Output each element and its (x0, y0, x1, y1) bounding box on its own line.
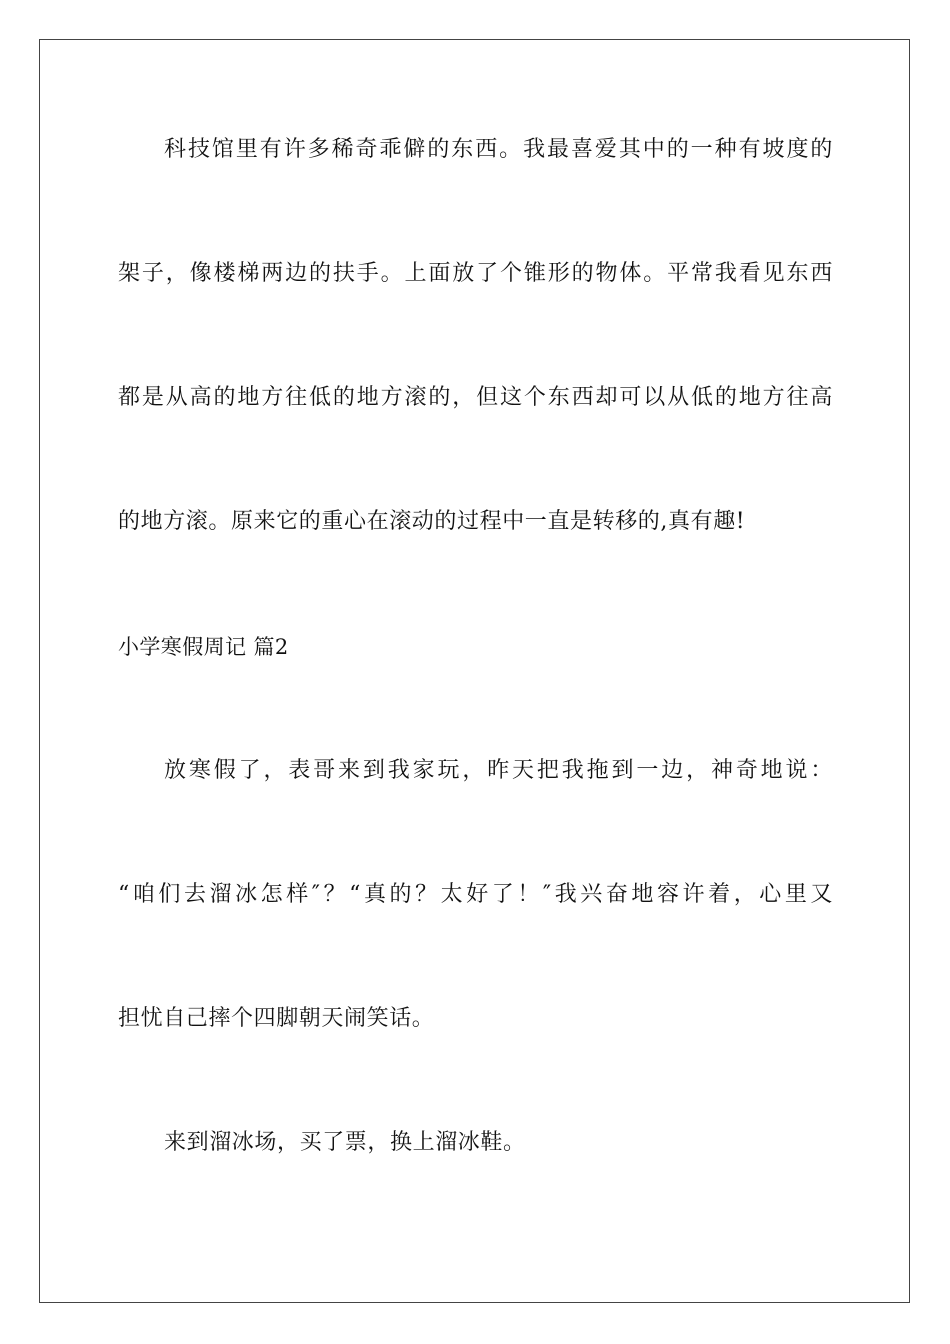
paragraph-line-2: 架子，像楼梯两边的扶手。上面放了个锥形的物体。平常我看见东西 (118, 261, 833, 286)
section-heading: 小学寒假周记 篇2 (118, 635, 289, 659)
paragraph-line-3: 都是从高的地方往低的地方滚的，但这个东西却可以从低的地方往高 (118, 385, 833, 410)
page-border (39, 39, 910, 1303)
paragraph-line-8: 来到溜冰场，买了票，换上溜冰鞋。 (164, 1130, 526, 1155)
paragraph-line-1: 科技馆里有许多稀奇乖僻的东西。我最喜爱其中的一种有坡度的 (164, 137, 833, 162)
paragraph-line-4: 的地方滚。原来它的重心在滚动的过程中一直是转移的,真有趣! (118, 509, 746, 534)
paragraph-line-5: 放寒假了，表哥来到我家玩，昨天把我拖到一边，神奇地说： (164, 758, 833, 783)
paragraph-line-6: “咱们去溜冰怎样″？“真的？太好了！″我兴奋地容许着，心里又 (118, 882, 833, 907)
paragraph-line-7: 担忧自己摔个四脚朝天闹笑话。 (118, 1006, 435, 1031)
